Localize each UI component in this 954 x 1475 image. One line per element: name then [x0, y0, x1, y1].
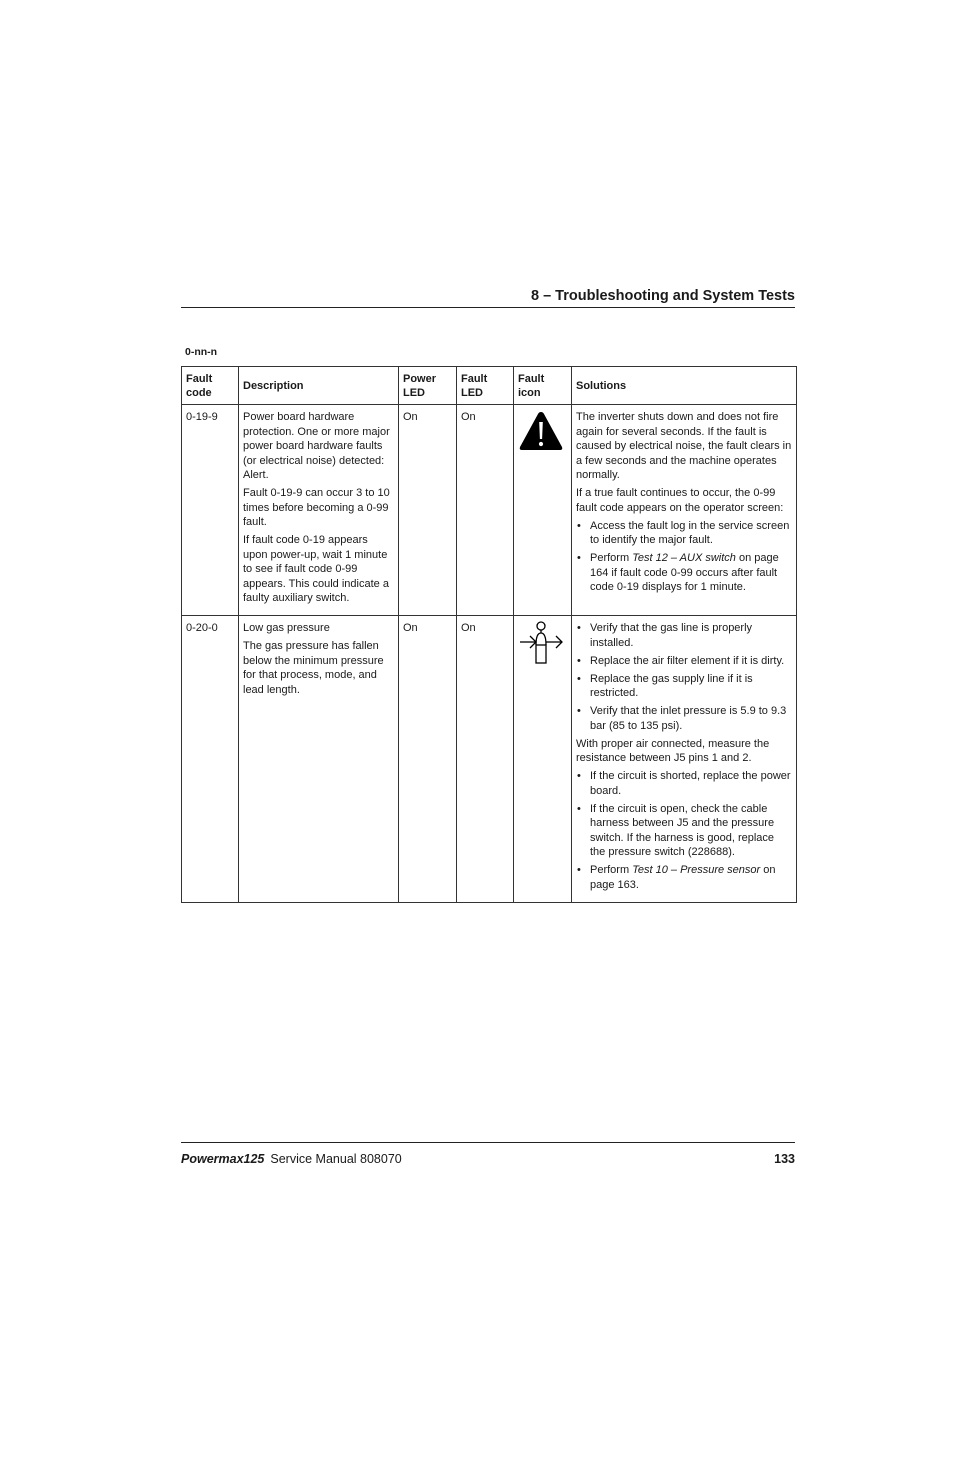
solution-text: Perform [590, 552, 633, 564]
list-item: • If the circuit is shorted, replace the power board. [576, 769, 792, 798]
list-item: • Verify that the inlet pressure is 5.9 to 9.3 bar (85 to 135 psi). [576, 704, 792, 733]
description-text: Low gas pressure [243, 622, 330, 634]
solution-text: With proper air connected, measure the resistance between J5 pins 1 and 2. [576, 737, 770, 764]
test-reference: Test 10 – Pressure sensor [632, 864, 761, 876]
footer-manual-info [181, 1152, 402, 1166]
section-label: 0-nn-n [185, 346, 218, 358]
fault-code-table [181, 366, 797, 903]
fault-icon-cell [514, 405, 572, 616]
solution-list [576, 519, 792, 595]
header-description: Description [239, 367, 399, 405]
header-power-led: Power LED [399, 367, 457, 405]
chapter-title: 8 – Troubleshooting and System Tests [530, 288, 795, 304]
solution-text: on page 164 if fault code 0-99 occurs after fault code 0-19 displays for 1 minute. [590, 552, 779, 593]
header-fault-code: Fault code [182, 367, 239, 405]
description-text: Fault 0-19-9 can occur 3 to 10 times before becoming a 0-99 fault. [243, 487, 390, 528]
header-fault-led: Fault LED [457, 367, 514, 405]
test-reference: Test 12 – AUX switch [632, 552, 736, 564]
page-number: 133 [774, 1152, 795, 1166]
list-item: • Replace the air filter element if it is dirty. [576, 654, 792, 669]
header-solutions: Solutions [572, 367, 797, 405]
list-item: • If the circuit is open, check the cable harness between J5 and the pressure switch. If the harness is good, replace the pressure switch (228688). [576, 802, 792, 860]
list-item [576, 863, 792, 892]
fault-code-cell: 0-20-0 [182, 616, 239, 903]
solution-text: Perform [590, 864, 633, 876]
description-cell [239, 616, 399, 903]
solution-text: If a true fault continues to occur, the 0-99 fault code appears on the operator screen: [576, 487, 784, 514]
list-item: • Replace the gas supply line if it is restricted. [576, 672, 792, 701]
solution-text: on page 163. [590, 864, 776, 891]
solution-list [576, 621, 792, 733]
table-row [182, 405, 797, 616]
power-led-cell: On [399, 616, 457, 903]
header-fault-icon: Fault icon [514, 367, 572, 405]
fault-icon-cell [514, 616, 572, 903]
solutions-cell [572, 616, 797, 903]
power-led-cell: On [399, 405, 457, 616]
solution-text: The inverter shuts down and does not fire again for several seconds. If the fault is caused by electrical noise, the fault clears in a few seconds and the machine operates normally. [576, 411, 792, 481]
footer-rule [181, 1142, 795, 1143]
description-cell [239, 405, 399, 616]
fault-led-cell: On [457, 405, 514, 616]
solutions-cell [572, 405, 797, 616]
manual-title: Service Manual 808070 [270, 1152, 402, 1166]
description-text: The gas pressure has fallen below the minimum pressure for that process, mode, and lead length. [243, 640, 384, 696]
list-item: • Access the fault log in the service screen to identify the major fault. [576, 519, 792, 548]
product-brand: Powermax125 [181, 1152, 265, 1166]
description-text: Power board hardware protection. One or more major power board hardware faults (or electrical noise) detected: Alert. [243, 411, 390, 481]
list-item [576, 551, 792, 595]
list-item: • Verify that the gas line is properly installed. [576, 621, 792, 650]
fault-code-cell: 0-19-9 [182, 405, 239, 616]
gas-pressure-icon [518, 621, 564, 665]
table-row [182, 616, 797, 903]
solution-list [576, 769, 792, 892]
description-text: If fault code 0-19 appears upon power-up, wait 1 minute to see if fault code 0-99 appears. This could indicate a faulty auxiliary switch. [243, 534, 389, 604]
header-rule [181, 307, 795, 308]
fault-led-cell: On [457, 616, 514, 903]
warning-exclamation-icon [518, 410, 564, 452]
table-header-row [182, 367, 797, 405]
